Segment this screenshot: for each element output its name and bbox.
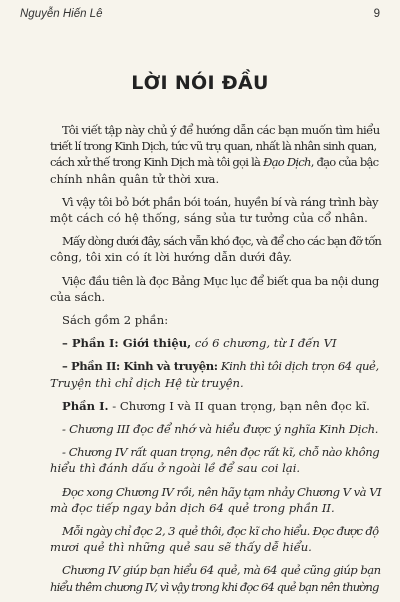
p1-line-3 <box>50 154 378 170</box>
p3-line-2: công, tôi xin có ít lời hướng dẫn dưới đây. <box>50 250 292 265</box>
body-text <box>50 122 382 602</box>
paragraph-6 <box>50 335 378 351</box>
p4-line-1: Việc đầu tiên là đọc Bảng Mục lục để biết qua ba nội dung <box>62 273 379 288</box>
p7-line-1 <box>50 358 378 374</box>
paragraph-10 <box>50 444 378 476</box>
p5-line-1: Sách gồm 2 phần: <box>62 313 169 328</box>
paragraph-11 <box>50 484 382 516</box>
p10-line-1: - Chương IV rất quan trọng, nên đọc rất kĩ, chỗ nào không <box>62 445 380 460</box>
part-2-desc: Kinh thì tôi dịch trọn 64 quẻ, <box>217 359 379 374</box>
paragraph-12 <box>50 523 378 555</box>
paragraph-4 <box>50 273 378 305</box>
header-author: Nguyễn Hiến Lê <box>20 8 103 20</box>
p6-line-1 <box>50 335 378 351</box>
paragraph-7 <box>50 358 378 390</box>
paragraph-1 <box>50 122 378 187</box>
p8-line-1 <box>50 398 378 414</box>
p7-line-2: Truyện thì chỉ dịch Hệ từ truyện. <box>50 375 244 390</box>
p11-line-1: Đọc xong Chương IV rồi, nên hãy tạm nhảy Chương V và VI <box>62 484 382 499</box>
p9-line-1: - Chương III đọc để nhớ và hiểu được ý nghĩa Kinh Dịch. <box>62 422 379 437</box>
p13-line-2: hiểu thêm chương IV, vì vậy trong khi đọc 64 quẻ bạn nên thường <box>50 579 379 594</box>
p4-line-2: của sách. <box>50 289 106 304</box>
running-header <box>20 8 380 28</box>
part-2-label: – Phần II: Kinh và truyện: <box>62 359 218 374</box>
part-1-label: – Phần I: Giới thiệu, <box>62 336 192 351</box>
page-title: LỜI NÓI ĐẦU <box>131 72 269 94</box>
p12-line-1: Mỗi ngày chỉ đọc 2, 3 quẻ thôi, đọc kĩ cho hiểu. Đọc được độ <box>62 524 379 539</box>
p2-line-1: Vì vậy tôi bỏ bớt phần bói toán, huyền bí và ráng trình bày <box>62 194 379 209</box>
part-1-heading: Phần I. <box>62 398 109 413</box>
paragraph-9 <box>50 421 378 437</box>
dao-dich-term: Đạo Dịch <box>263 155 311 170</box>
p1-line-2: triết lí trong Kinh Dịch, tức vũ trụ quan, nhất là nhân sinh quan, <box>50 139 377 154</box>
part-1-desc: có 6 chương, từ I đến VI <box>191 336 337 351</box>
paragraph-2 <box>50 194 378 226</box>
p2-line-2: một cách có hệ thống, sáng sủa tư tưởng của cổ nhân. <box>50 211 368 226</box>
p11-line-2: mà đọc tiếp ngay bản dịch 64 quẻ trong phần II. <box>50 500 335 515</box>
p10-line-2: hiểu thì đánh dấu ở ngoài lề để sau coi lại. <box>50 461 301 476</box>
p1-line-3c: , đạo của bậc <box>310 155 379 170</box>
paragraph-13 <box>50 562 381 594</box>
p1-line-3a: cách xử thế trong Kinh Dịch mà tôi gọi là <box>50 155 264 170</box>
p1-line-1: Tôi viết tập này chủ ý để hướng dẫn các bạn muốn tìm hiểu <box>62 123 380 137</box>
page-number: 9 <box>373 8 380 20</box>
paragraph-3 <box>50 233 381 265</box>
paragraph-8 <box>50 398 378 414</box>
p8-rest: - Chương I và II quan trọng, bạn nên đọc kĩ. <box>108 398 370 413</box>
p3-line-1: Mấy dòng dưới đây, sách vẫn khó đọc, và để cho các bạn đỡ tốn <box>62 234 381 249</box>
p13-line-1: Chương IV giúp bạn hiểu 64 quẻ, mà 64 quẻ cũng giúp bạn <box>62 563 381 578</box>
p12-line-2: mươi quẻ thì những quẻ sau sẽ thấy dễ hiểu. <box>50 540 312 555</box>
p1-line-4: chính nhân quân tử thời xưa. <box>50 171 220 186</box>
paragraph-5 <box>50 312 378 328</box>
